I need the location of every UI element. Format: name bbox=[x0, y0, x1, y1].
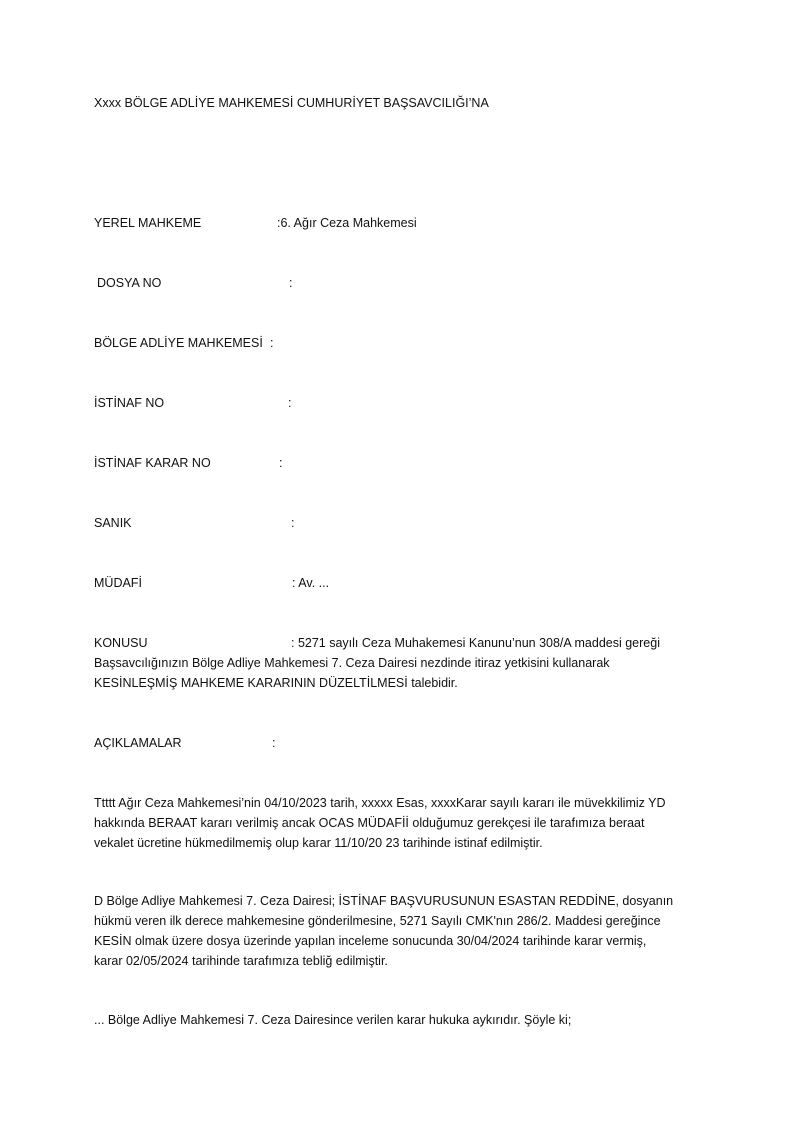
paragraph-2 bbox=[94, 891, 704, 971]
aciklamalar-value: : bbox=[272, 736, 276, 750]
konusu-label: KONUSU bbox=[94, 636, 148, 650]
istinaf-no-label: İSTİNAF NO bbox=[94, 396, 165, 410]
paragraph-1-line: Ttttt Ağır Ceza Mahkemesi’nin 04/10/2023 tarih, xxxxx Esas, xxxxKarar sayılı kararı ile müvekkilimiz YD bbox=[94, 796, 666, 810]
paragraph-2-line: karar 02/05/2024 tarihinde tarafımıza tebliğ edilmiştir. bbox=[94, 954, 388, 968]
sanik-value: : bbox=[291, 516, 295, 530]
aciklamalar-label: AÇIKLAMALAR bbox=[94, 736, 182, 750]
bolge-adliye-value: : bbox=[270, 336, 274, 350]
document-heading: Xxxx BÖLGE ADLİYE MAHKEMESİ CUMHURİYET BAŞSAVCILIĞI’NA bbox=[94, 96, 489, 110]
paragraph-1-line: hakkında BERAAT kararı verilmiş ancak OCAS MÜDAFİİ olduğumuz gerekçesi ile tarafımıza beraat bbox=[94, 816, 645, 830]
yerel-mahkeme-value: :6. Ağır Ceza Mahkemesi bbox=[277, 216, 417, 230]
mudafi-label: MÜDAFİ bbox=[94, 576, 142, 590]
paragraph-2-line: KESİN olmak üzere dosya üzerinde yapılan inceleme sonucunda 30/04/2024 tarihinde karar vermiş, bbox=[94, 934, 647, 948]
bolge-adliye-label: BÖLGE ADLİYE MAHKEMESİ bbox=[94, 336, 263, 350]
mudafi-value: : Av. ... bbox=[292, 576, 330, 590]
istinaf-karar-no-value: : bbox=[279, 456, 283, 470]
paragraph-1 bbox=[94, 793, 704, 853]
paragraph-3: ... Bölge Adliye Mahkemesi 7. Ceza Dairesince verilen karar hukuka aykırıdır. Şöyle ki; bbox=[94, 1013, 572, 1027]
konusu-line-3: KESİNLEŞMİŞ MAHKEME KARARININ DÜZELTİLMESİ talebidir. bbox=[94, 676, 458, 690]
paragraph-1-line: vekalet ücretine hükmedilmemiş olup karar 11/10/20 23 tarihinde istinaf edilmiştir. bbox=[94, 836, 543, 850]
dosya-no-value: : bbox=[289, 276, 293, 290]
dosya-no-label: DOSYA NO bbox=[97, 276, 162, 290]
yerel-mahkeme-label: YEREL MAHKEME bbox=[94, 216, 202, 230]
konusu-line-1: : 5271 sayılı Ceza Muhakemesi Kanunu’nun 308/A maddesi gereği bbox=[291, 636, 660, 650]
paragraph-2-line: D Bölge Adliye Mahkemesi 7. Ceza Dairesi; İSTİNAF BAŞVURUSUNUN ESASTAN REDDİNE, dosyanın bbox=[94, 894, 674, 908]
sanik-label: SANIK bbox=[94, 516, 132, 530]
istinaf-karar-no-label: İSTİNAF KARAR NO bbox=[94, 456, 211, 470]
istinaf-no-value: : bbox=[288, 396, 292, 410]
konusu-line-2: Başsavcılığınızın Bölge Adliye Mahkemesi 7. Ceza Dairesi nezdinde itiraz yetkisini kullanarak bbox=[94, 656, 610, 670]
paragraph-2-line: hükmü veren ilk derece mahkemesine gönderilmesine, 5271 Sayılı CMK'nın 286/2. Maddesi gereğince bbox=[94, 914, 661, 928]
